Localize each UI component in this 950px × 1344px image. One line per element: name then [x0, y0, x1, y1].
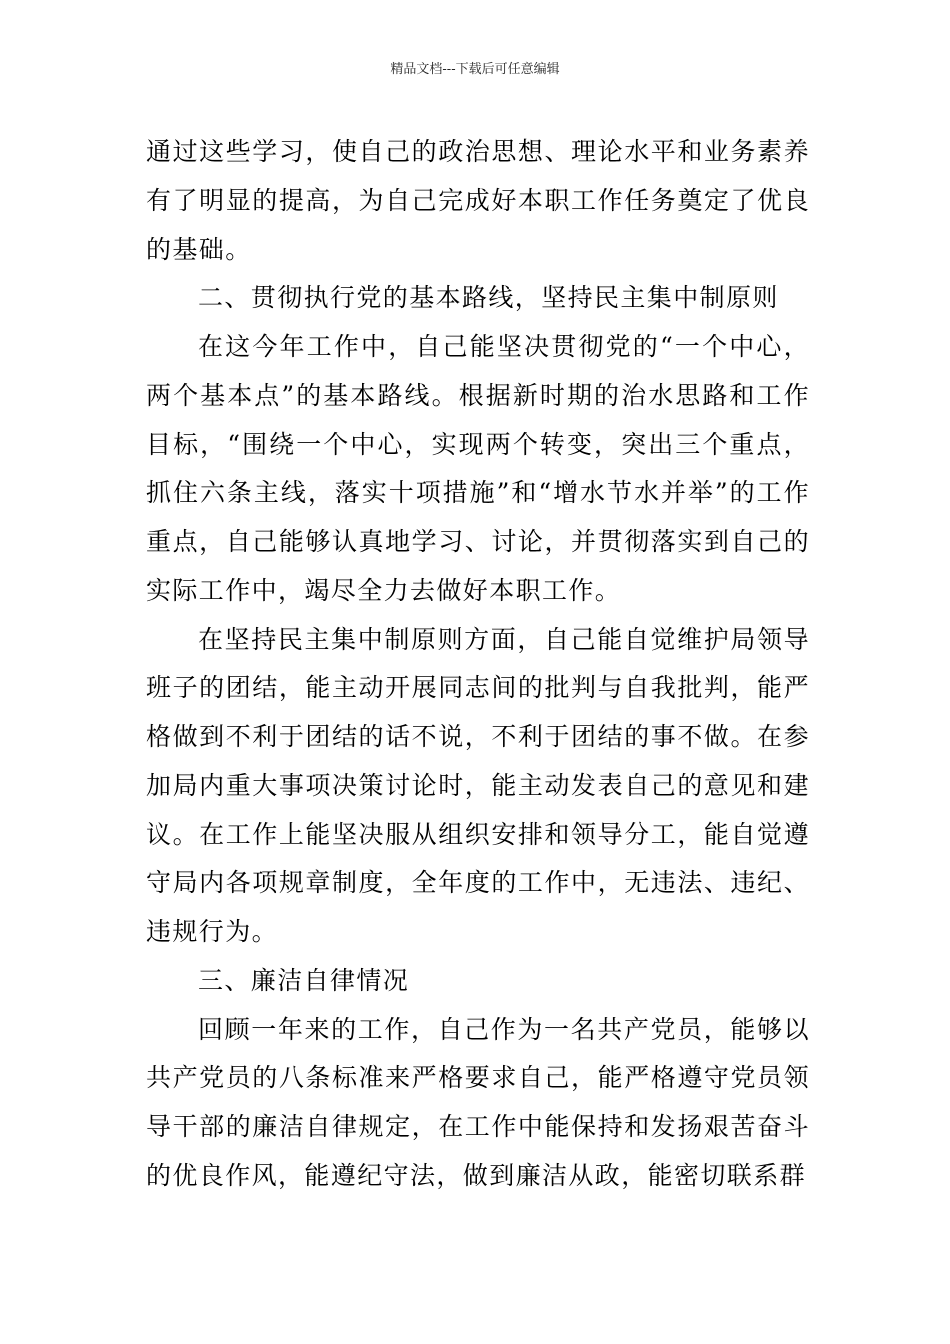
section-heading-integrity: 三、廉洁自律情况 [198, 965, 410, 995]
paragraph-party-line: 在这今年工作中，自己能坚决贯彻党的“一个中心，两个基本点”的基本路线。根据新时期的治水思路和工作目标，“围绕一个中心，实现两个转变，突出三个重点，抓住六条主线，落实十项措施”和“增水节水并举”的工作重点，自己能够认真地学习、讨论，并贯彻落实到自己的实际工作中，竭尽全力去做好本职工作。 [146, 332, 810, 605]
page-header: 精品文档---下载后可任意编辑 [390, 62, 560, 77]
paragraph-democratic-centralism: 在坚持民主集中制原则方面，自己能自觉维护局领导班子的团结，能主动开展同志间的批判与自我批判，能严格做到不利于团结的话不说，不利于团结的事不做。在参加局内重大事项决策讨论时，能主动发表自己的意见和建议。在工作上能坚决服从组织安排和领导分工，能自觉遵守局内各项规章制度，全年度的工作中，无违法、违纪、违规行为。 [146, 624, 810, 946]
paragraph-study-results: 通过这些学习，使自己的政治思想、理论水平和业务素养有了明显的提高，为自己完成好本职工作任务奠定了优良的基础。 [146, 137, 810, 264]
section-heading-party-line: 二、贯彻执行党的基本路线，坚持民主集中制原则 [198, 283, 779, 313]
paragraph-integrity: 回顾一年来的工作，自己作为一名共产党员，能够以共产党员的八条标准来严格要求自己，能严格遵守党员领导干部的廉洁自律规定，在工作中能保持和发扬艰苦奋斗的优良作风，能遵纪守法，做到廉洁从政，能密切联系群 [146, 1014, 810, 1190]
document-body [146, 128, 810, 1201]
